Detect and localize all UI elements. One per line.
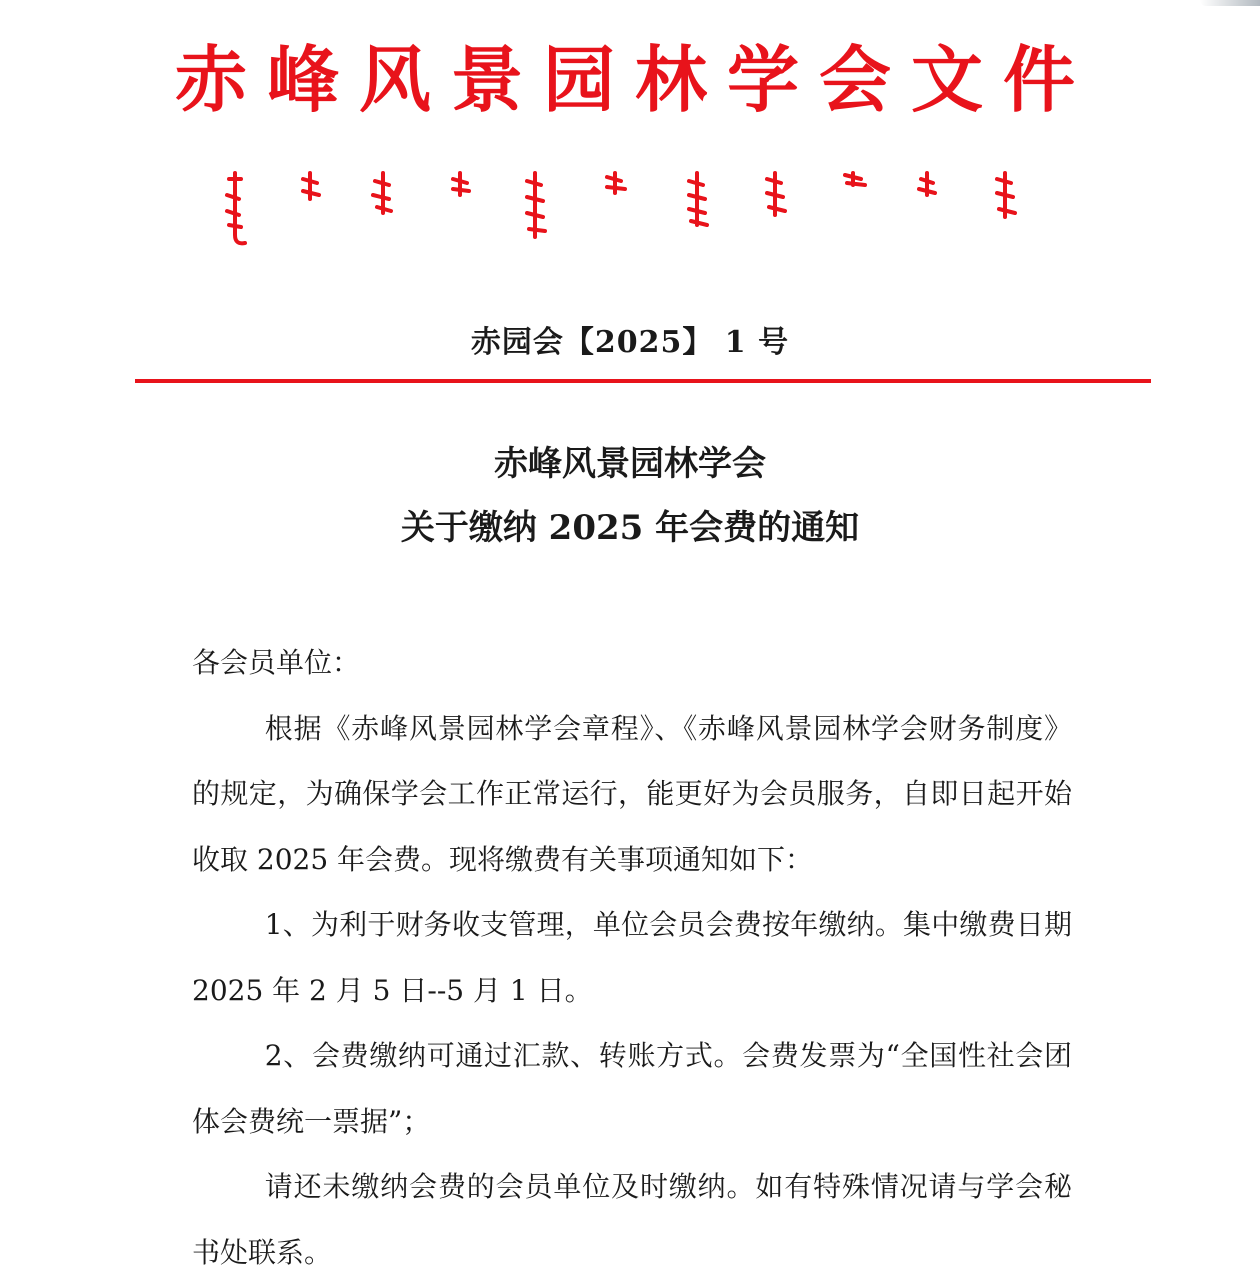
item-2-paragraph: 2、会费缴纳可通过汇款、转账方式。会费发票为“全国性社会团体会费统一票据”； — [192, 1039, 1072, 1138]
mongolian-word-10 — [919, 173, 935, 195]
mongolian-script-letterhead — [205, 165, 1045, 255]
mongolian-word-11 — [997, 173, 1015, 217]
letterhead-title: 赤峰风景园林学会文件 — [174, 38, 1095, 122]
mongolian-word-1 — [227, 173, 245, 243]
intro-paragraph: 根据《赤峰风景园林学会章程》、《赤峰风景园林学会财务制度》的规定，为确保学会工作正常运行，能更好为会员服务，自即日起开始收取 2025 年会费。现将缴费有关事项通知如下： — [192, 711, 1072, 876]
mongolian-word-7 — [689, 173, 707, 225]
salutation: 各会员单位： — [192, 646, 361, 679]
notice-title-line-1: 赤峰风景园林学会 — [494, 444, 766, 484]
mongolian-word-9 — [845, 173, 865, 185]
closing-paragraph: 请还未缴纳会费的会员单位及时缴纳。如有特殊情况请与学会秘书处联系。 — [192, 1170, 1072, 1269]
mongolian-word-8 — [767, 173, 785, 215]
item-1-paragraph: 1、为利于财务收支管理，单位会员会费按年缴纳。集中缴费日期 2025 年 2 月 5 日--5 月 1 日。 — [192, 908, 1072, 1007]
mongolian-word-4 — [453, 173, 469, 195]
document-number: 赤园会【2025】 1 号 — [470, 325, 790, 360]
red-divider-line — [135, 379, 1151, 383]
notice-title-line-2: 关于缴纳 2025 年会费的通知 — [400, 508, 860, 548]
mongolian-word-5 — [527, 173, 545, 237]
mongolian-word-3 — [373, 173, 391, 213]
window-corner-shadow — [1200, 0, 1260, 6]
notice-body — [192, 630, 1072, 1285]
mongolian-word-2 — [303, 173, 319, 199]
mongolian-word-6 — [607, 173, 625, 193]
notice-title — [0, 432, 1260, 560]
